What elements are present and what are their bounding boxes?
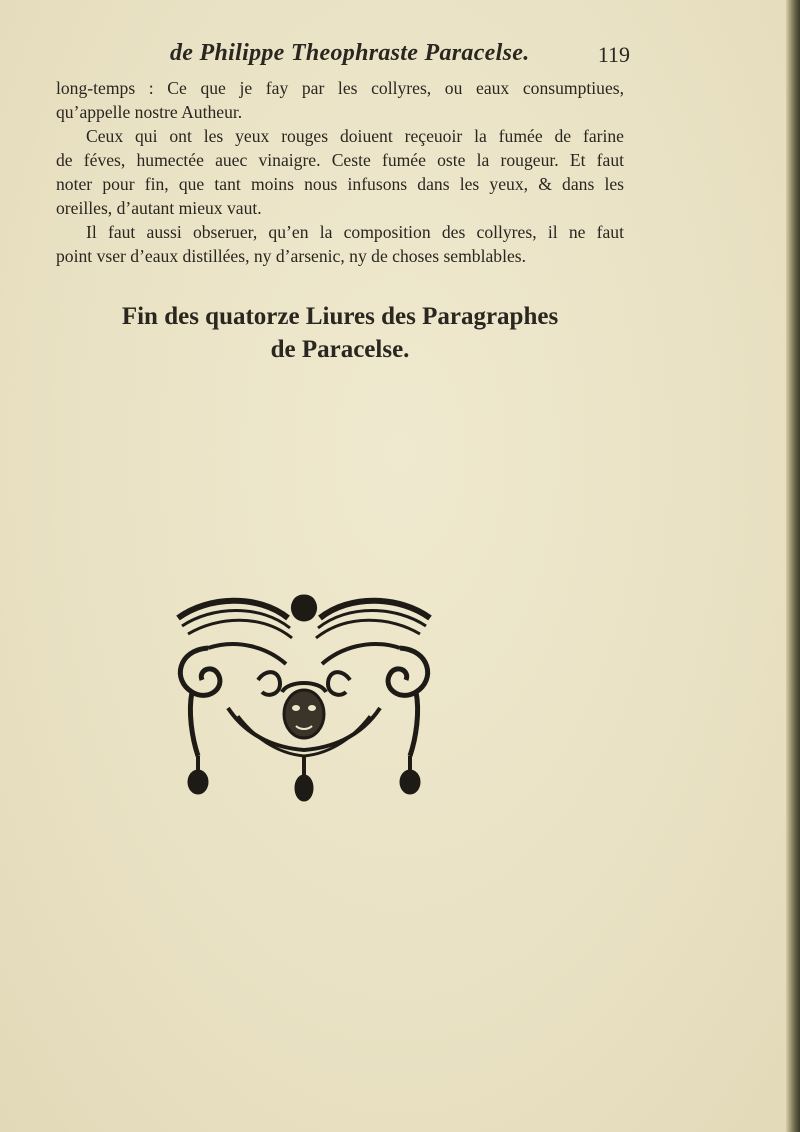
page-edge [786, 0, 800, 1132]
text-line: long-temps : Ce que je fay par les collyres, ou eaux consumptiues, [56, 78, 624, 98]
mask-scroll-ornament-icon [168, 588, 440, 808]
text-line: Ceux qui ont les yeux rouges doiuent reçeuoir la fumée de farine [86, 126, 624, 146]
text-line: qu’appelle nostre Autheur. [56, 102, 243, 122]
colophon-line: Fin des quatorze Liures des Paragraphes [121, 303, 559, 330]
page-header [170, 40, 630, 74]
colophon-line: de Paracelse. [270, 336, 410, 363]
body-text [56, 76, 624, 268]
page-number: 119 [597, 42, 630, 67]
colophon [60, 300, 620, 366]
text-line: de féves, humectée auec vinaigre. Ceste fumée oste la rougeur. Et faut [56, 150, 624, 170]
text-line: point vser d’eaux distillées, ny d’arsenic, ny de choses semblables. [56, 246, 527, 266]
text-line: oreilles, d’autant mieux vaut. [56, 198, 262, 218]
text-line: Il faut aussi obseruer, qu’en la composition des collyres, il ne faut [86, 222, 624, 242]
text-line: noter pour fin, que tant moins nous infusons dans les yeux, & dans les [56, 174, 624, 194]
running-head: de Philippe Theophraste Paracelse. [170, 40, 530, 66]
